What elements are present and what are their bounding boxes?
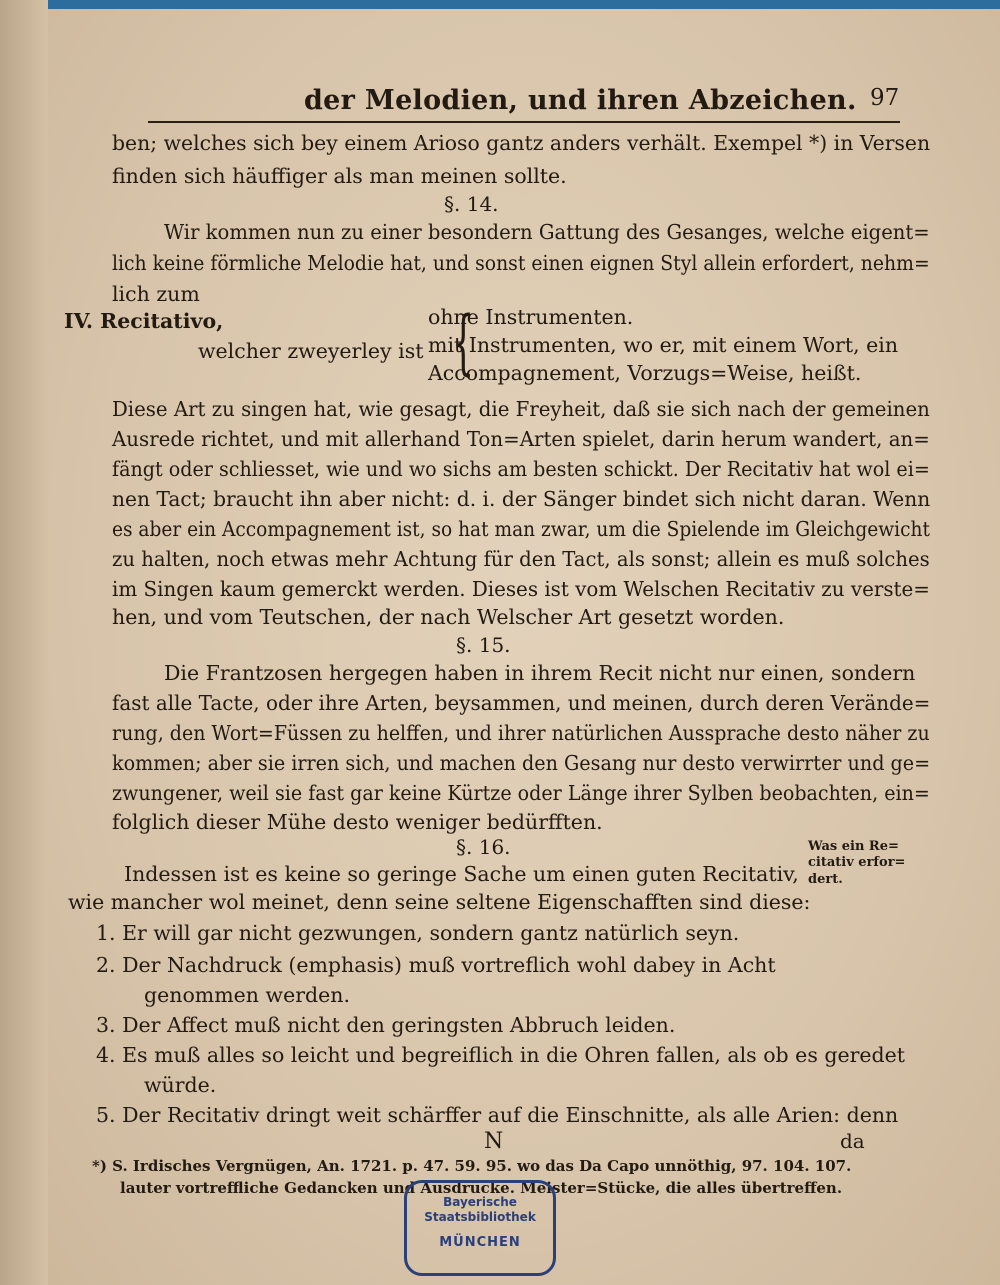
text-line: fängt oder schliesset, wie und wo sichs am besten schickt. Der Recitativ hat wol ei=: [112, 457, 930, 481]
margin-note-line: dert.: [808, 871, 843, 887]
list-item: 3. Der Affect muß nicht den geringsten Abbruch leiden.: [96, 1013, 676, 1037]
text-line: wie mancher wol meinet, denn seine seltene Eigenschafften sind diese:: [68, 890, 811, 914]
list-item: 2. Der Nachdruck (emphasis) muß vortreflich wohl dabey in Acht: [96, 953, 776, 977]
running-title: der Melodien, und ihren Abzeichen.: [304, 85, 857, 116]
header-rule: [148, 121, 900, 123]
section-heading: §. 15.: [456, 633, 511, 657]
library-stamp: [404, 1180, 556, 1276]
footnote-line: *) S. Irdisches Vergnügen, An. 1721. p. 47. 59. 95. wo das Da Capo unnöthig, 97. 104. 107.: [92, 1157, 852, 1175]
stamp-line: MÜNCHEN: [439, 1235, 521, 1250]
text-line: es aber ein Accompagnement ist, so hat man zwar, um die Spielende im Gleichgewicht: [112, 517, 930, 541]
brace: {: [452, 301, 475, 383]
text-line: Die Frantzosen hergegen haben in ihrem Recit nicht nur einen, sondern: [164, 661, 916, 685]
footnote-line: lauter vortreffliche Gedancken und Ausdrücke. Meister=Stücke, die alles übertreffen.: [120, 1179, 843, 1197]
recitativo-label: IV. Recitativo,: [64, 309, 224, 333]
text-line: kommen; aber sie irren sich, und machen den Gesang nur desto verwirrter und ge=: [112, 751, 931, 775]
text-line: Diese Art zu singen hat, wie gesagt, die Freyheit, daß sie sich nach der gemeinen: [112, 397, 930, 421]
page-number: 97: [870, 85, 900, 111]
recitativo-sublabel: welcher zweyerley ist: [198, 339, 424, 363]
text-line: finden sich häuffiger als man meinen sollte.: [112, 164, 567, 188]
text-line: Ausrede richtet, und mit allerhand Ton=Arten spielet, darin herum wandert, an=: [112, 427, 930, 451]
list-item-continuation: würde.: [144, 1073, 217, 1097]
scan-top-bar: [48, 0, 1000, 9]
section-heading: §. 16.: [456, 835, 511, 859]
scan-left-edge: [0, 0, 48, 1285]
margin-note: [808, 839, 905, 888]
section-heading: §. 14.: [444, 192, 499, 216]
book-page: [48, 9, 1000, 1285]
text-line: hen, und vom Teutschen, der nach Welscher Art gesetzt worden.: [112, 605, 785, 629]
text-line: rung, den Wort=Füssen zu helffen, und ihrer natürlichen Aussprache desto näher zu: [112, 721, 930, 745]
text-line: folglich dieser Mühe desto weniger bedürfften.: [112, 810, 603, 834]
text-line: lich keine förmliche Melodie hat, und sonst einen eignen Styl allein erfordert, nehm=: [112, 251, 930, 275]
option-item: ohne Instrumenten.: [428, 305, 634, 329]
margin-note-line: Was ein Re=: [808, 839, 899, 854]
text-line: zwungener, weil sie fast gar keine Kürtze oder Länge ihrer Sylben beobachten, ein=: [112, 781, 930, 805]
text-line: ben; welches sich bey einem Arioso gantz anders verhält. Exempel *) in Versen: [112, 131, 931, 155]
text-line: lich zum: [112, 282, 200, 306]
list-item: 1. Er will gar nicht gezwungen, sondern gantz natürlich seyn.: [96, 921, 740, 945]
text-line: im Singen kaum gemerckt werden. Dieses ist vom Welschen Recitativ zu verste=: [112, 577, 930, 601]
text-line: zu halten, noch etwas mehr Achtung für den Tact, als sonst; allein es muß solches: [112, 547, 930, 571]
list-item: 5. Der Recitativ dringt weit schärffer auf die Einschnitte, als alle Arien: denn: [96, 1103, 899, 1127]
stamp-line: Staatsbibliothek: [424, 1210, 536, 1224]
option-item: Accompagnement, Vorzugs=Weise, heißt.: [428, 361, 862, 385]
list-item: 4. Es muß alles so leicht und begreiflich in die Ohren fallen, als ob es geredet: [96, 1043, 906, 1067]
stamp-line: Bayerische: [443, 1195, 517, 1209]
text-line: Indessen ist es keine so geringe Sache um einen guten Recitativ,: [124, 862, 799, 886]
text-line: fast alle Tacte, oder ihre Arten, beysammen, und meinen, durch deren Verände=: [112, 691, 931, 715]
signature-mark: N: [484, 1129, 504, 1154]
margin-note-line: citativ erfor=: [808, 855, 906, 871]
text-line: nen Tact; braucht ihn aber nicht: d. i. der Sänger bindet sich nicht daran. Wenn: [112, 487, 931, 511]
text-line: Wir kommen nun zu einer besondern Gattung des Gesanges, welche eigent=: [164, 220, 930, 244]
option-item: mit Instrumenten, wo er, mit einem Wort, ein: [428, 333, 899, 357]
catchword: da: [840, 1129, 865, 1153]
list-item-continuation: genommen werden.: [144, 983, 350, 1007]
